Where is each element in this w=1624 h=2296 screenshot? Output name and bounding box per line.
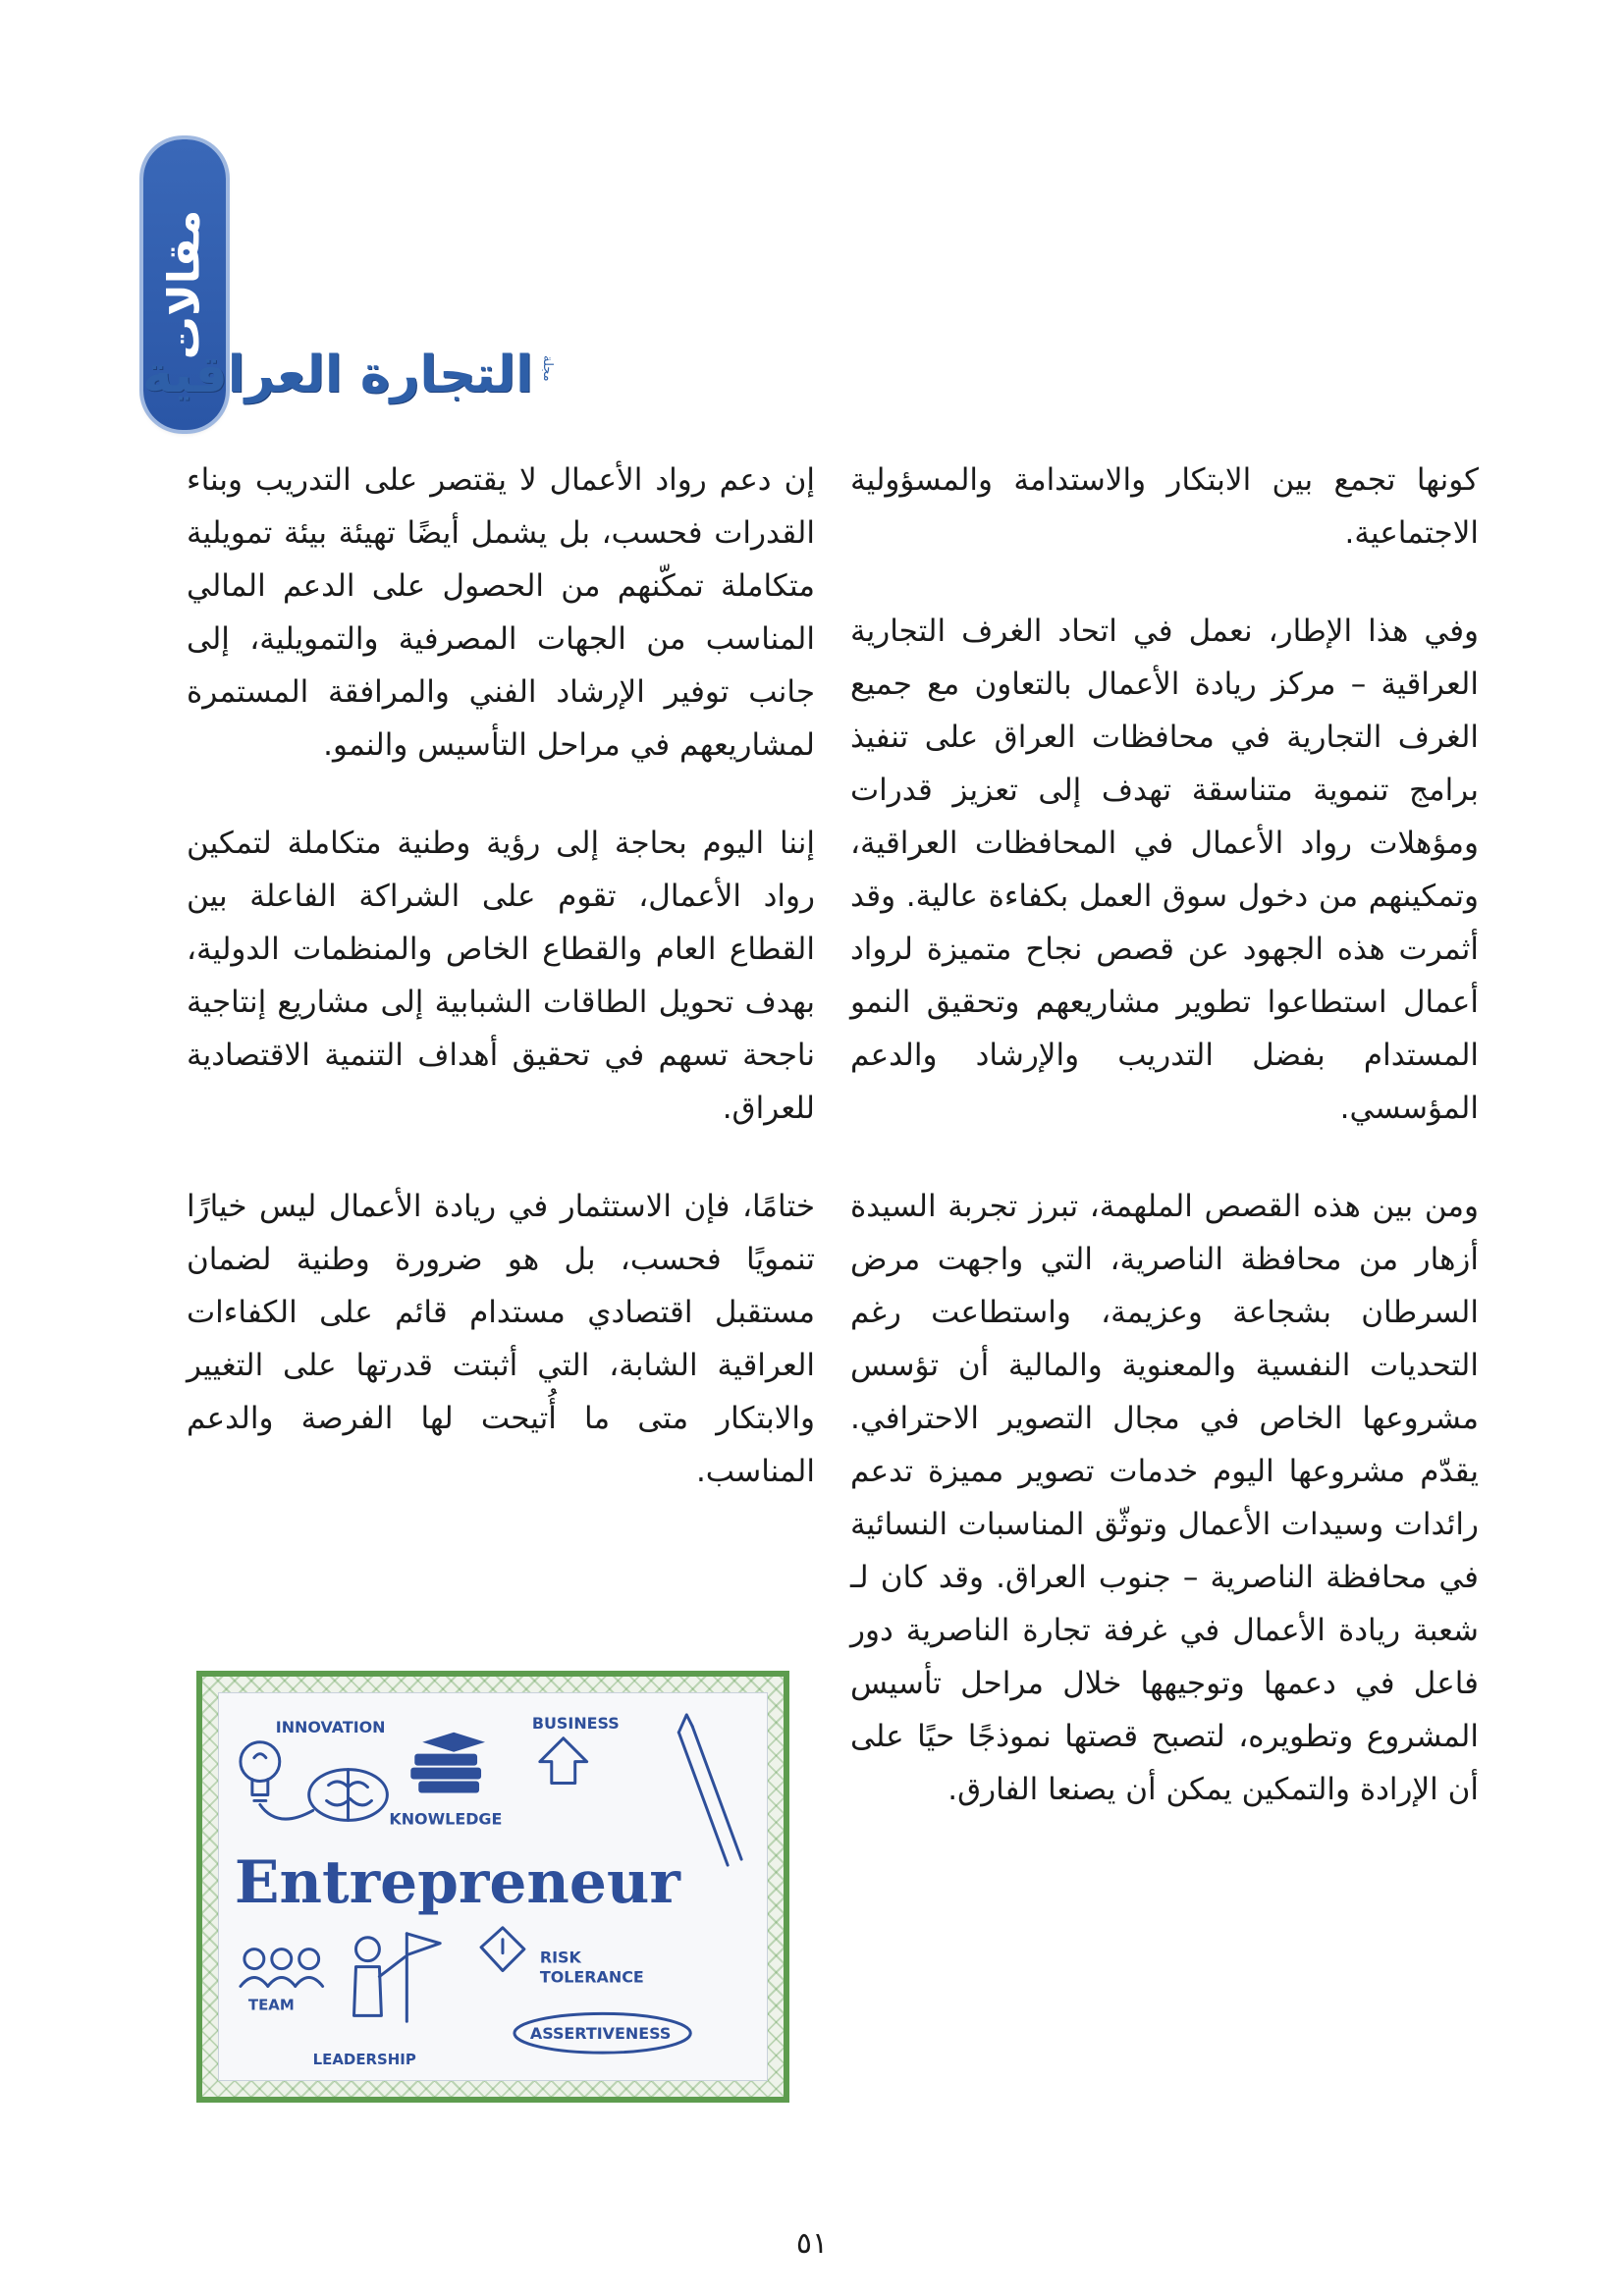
label-risk: RISK: [539, 1948, 581, 1967]
paragraph: وفي هذا الإطار، نعمل في اتحاد الغرف التجارية العراقية – مركز ريادة الأعمال بالتعاون مع جميع الغرف التجارية في محافظات العراق على تنفيذ برامج تنموية متناسقة تهدف إلى تعزيز قدرات ومؤهلات رواد الأعمال في المحافظات العراقية، وتمكينهم من دخول سوق العمل بكفاءة عالية. وقد أثمرت هذه الجهود عن قصص نجاح متميزة لرواد أعمال استطاعوا تطوير مشاريعهم وتحقيق النمو المستدام بفضل التدريب والإرشاد والدعم المؤسسي.: [850, 614, 1479, 1126]
magazine-logo-title: التجارة العراقية: [142, 346, 533, 404]
label-business: BUSINESS: [531, 1713, 620, 1733]
label-innovation: INNOVATION: [275, 1717, 386, 1736]
article-column-left: [187, 454, 815, 1498]
lightbulb-icon: [241, 1742, 313, 1819]
brain-icon: [309, 1770, 388, 1821]
article-column-right: [850, 454, 1479, 1816]
paragraph: ختامًا، فإن الاستثمار في ريادة الأعمال ليس خيارًا تنمويًا فحسب، بل هو ضرورة وطنية لضمان مستقبل اقتصادي مستدام قائم على الكفاءات العراقية الشابة، التي أثبتت قدرتها على التغيير والابتكار متى ما أُتيحت لها الفرصة والدعم المناسب.: [187, 1189, 815, 1489]
paragraph: كونها تجمع بين الابتكار والاستدامة والمسؤولية الاجتماعية.: [850, 462, 1479, 551]
label-team: TEAM: [247, 1996, 295, 2014]
entrepreneur-illustration: [196, 1671, 789, 2103]
paragraph: إن دعم رواد الأعمال لا يقتصر على التدريب وبناء القدرات فحسب، بل يشمل أيضًا تهيئة بيئة تمويلية متكاملة تمكّنهم من الحصول على الدعم المالي المناسب من الجهات المصرفية والتمويلية، إلى جانب توفير الإرشاد الفني والمرافقة المستمرة لمشاريعهم في مراحل التأسيس والنمو.: [187, 462, 815, 763]
paragraph: ومن بين هذه القصص الملهمة، تبرز تجربة السيدة أزهار من محافظة الناصرية، التي واجهت مرض السرطان بشجاعة وعزيمة، واستطاعت رغم التحديات النفسية والمعنوية والمالية أن تؤسس مشروعها الخاص في مجال التصوير الاحترافي. يقدّم مشروعها اليوم خدمات تصوير مميزة تدعم رائدات وسيدات الأعمال وتوثّق المناسبات النسائية في محافظة الناصرية – جنوب العراق. وقد كان لـ شعبة ريادة الأعمال في غرفة تجارة الناصرية دور فاعل في دعمها وتوجيهها خلال مراحل تأسيس المشروع وتطويره، لتصبح قصتها نموذجًا حيًا على أن الإرادة والتمكين يمكن أن يصنعا الفارق.: [850, 1189, 1479, 1807]
leadership-icon: [354, 1934, 441, 2022]
magazine-logo: [142, 346, 555, 420]
pencil-icon: [678, 1715, 741, 1865]
magazine-logo-small: مجلة: [540, 355, 555, 382]
illustration-svg: [219, 1693, 767, 2080]
label-leadership: LEADERSHIP: [312, 2051, 416, 2069]
books-icon: [410, 1733, 485, 1793]
label-knowledge: KNOWLEDGE: [389, 1809, 503, 1829]
warning-icon: [481, 1928, 524, 1971]
illustration-canvas: [218, 1692, 768, 2081]
label-tolerance: TOLERANCE: [539, 1967, 644, 1987]
section-tab-label: مقالات: [159, 209, 210, 360]
team-icon: [241, 1949, 323, 1987]
illustration-title: Entrepreneur: [234, 1847, 680, 1917]
label-assertiveness: ASSERTIVENESS: [529, 2024, 672, 2044]
paragraph: إننا اليوم بحاجة إلى رؤية وطنية متكاملة لتمكين رواد الأعمال، تقوم على الشراكة الفاعلة بين القطاع العام والقطاع الخاص والمنظمات الدولية، بهدف تحويل الطاقات الشبابية إلى مشاريع إنتاجية ناجحة تسهم في تحقيق أهداف التنمية الاقتصادية للعراق.: [187, 826, 815, 1126]
page-number: ٥١: [795, 2226, 829, 2261]
arrow-up-icon: [540, 1738, 587, 1784]
